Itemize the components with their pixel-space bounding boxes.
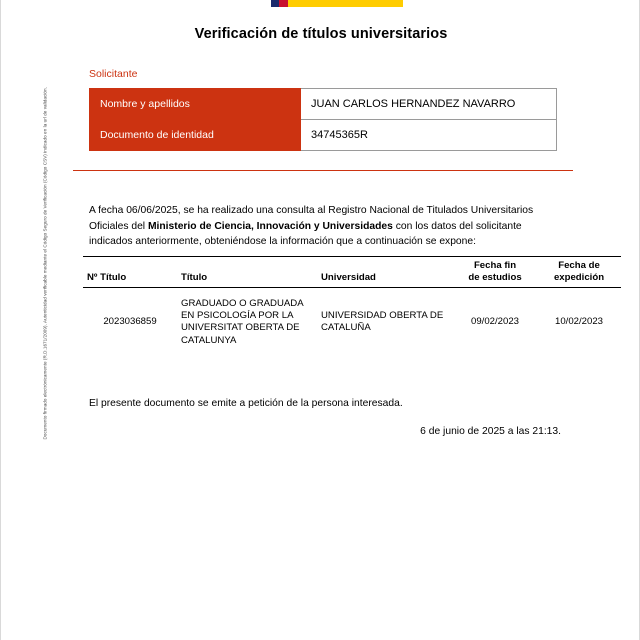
applicant-id-value: 34745365R xyxy=(301,120,557,151)
ministry-name: Ministerio de Ciencia, Innovación y Universidades xyxy=(147,220,393,232)
spain-flag-icon xyxy=(271,0,288,7)
applicant-name-value: JUAN CARLOS HERNANDEZ NAVARRO xyxy=(301,89,557,120)
column-header-end-date-line1: Fecha fin xyxy=(473,260,517,271)
degree-university-value: UNIVERSIDAD OBERTA DE CATALUÑA xyxy=(321,310,444,334)
column-header-issue-date-line1: Fecha de xyxy=(558,260,600,271)
applicant-name-label: Nombre y apellidos xyxy=(90,89,301,120)
consultation-text-part1: A fecha 06/06/2025, se ha realizado una consulta al Registro Nacional de Titulados Universitarios Oficiales del xyxy=(89,205,534,232)
degree-title-value: GRADUADO O GRADUADA EN PSICOLOGÍA POR LA UNIVERSITAT OBERTA DE CATALUNYA xyxy=(181,298,304,346)
column-header-issue-date xyxy=(537,257,621,288)
column-header-degree-number: Nº Título xyxy=(83,257,177,288)
applicant-section-heading: Solicitante xyxy=(89,68,138,80)
degrees-table xyxy=(83,256,621,359)
applicant-table xyxy=(89,88,557,151)
table-row xyxy=(90,89,557,120)
degree-end-date-value: 09/02/2023 xyxy=(470,316,519,328)
page-title: Verificación de títulos universitarios xyxy=(194,26,448,42)
table-row xyxy=(83,288,621,359)
column-header-degree-title: Título xyxy=(177,257,317,288)
table-row xyxy=(90,120,557,151)
consultation-paragraph xyxy=(89,203,561,250)
column-header-university: Universidad xyxy=(317,257,453,288)
column-header-end-date xyxy=(453,257,537,288)
degrees-table-header-row xyxy=(83,257,621,288)
degree-issue-date-value: 10/02/2023 xyxy=(554,316,603,328)
brand-banner xyxy=(271,0,403,7)
section-divider xyxy=(73,170,573,171)
consultation-text-part2: con los datos del solicitante indicados anteriormente, obteniéndose la información que a continuación se expone: xyxy=(89,220,522,248)
degree-number-value: 2023036859 xyxy=(103,316,157,328)
issue-datetime: 6 de junio de 2025 a las 21:13. xyxy=(420,426,561,437)
closing-statement: El presente documento se emite a petición de la persona interesada. xyxy=(89,398,403,409)
applicant-id-label: Documento de identidad xyxy=(90,120,301,151)
column-header-issue-date-line2: expedición xyxy=(553,271,605,283)
electronic-signature-margin-note: Documento firmado electrónicamente (R.D.1671/2009). Autenticidad verificable mediante el Código Seguro de Verificación (Código CSV) indicado en la url de validación. xyxy=(42,87,48,440)
column-header-end-date-line2: de estudios xyxy=(468,271,522,283)
spain-flag-red-stripe xyxy=(279,0,288,7)
